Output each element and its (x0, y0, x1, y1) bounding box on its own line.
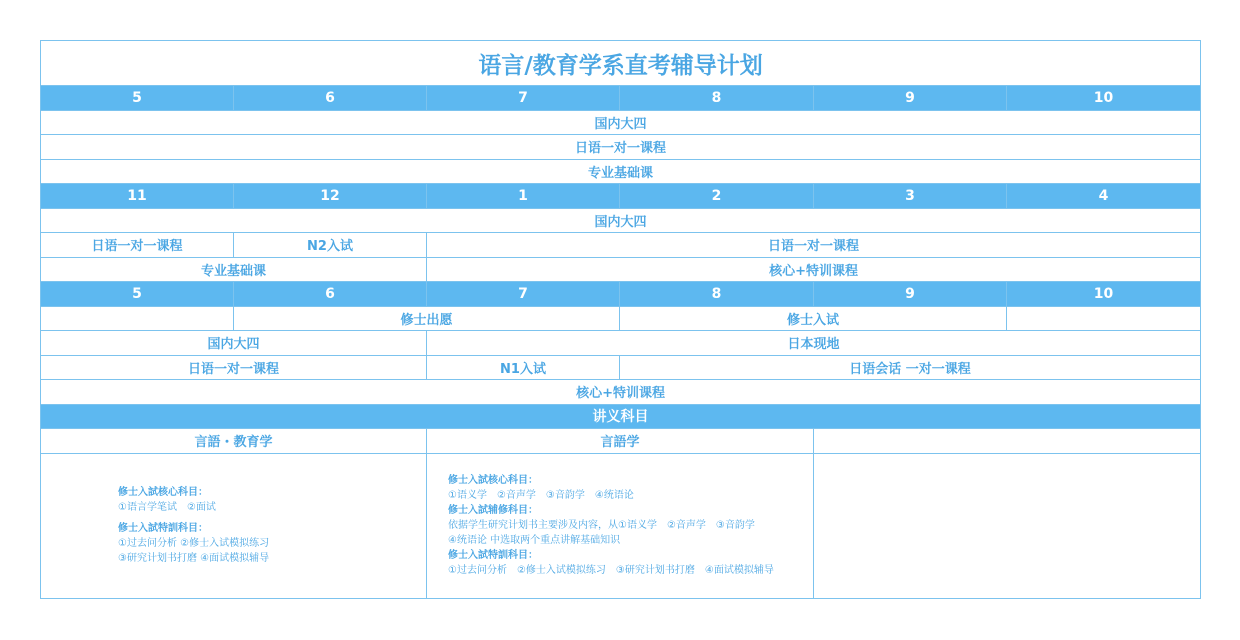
lecture-col2-title: 言語学 (427, 429, 814, 454)
month-cell: 10 (1007, 282, 1201, 307)
detail-block (41, 485, 426, 566)
month-row-3 (41, 282, 1201, 307)
month-cell: 1 (427, 184, 620, 209)
plan-row (41, 306, 1201, 331)
month-cell: 7 (427, 282, 620, 307)
lecture-detail-row (41, 453, 1201, 598)
training-subjects-line: ③研究计划书打磨 ④面试模拟辅导 (118, 553, 270, 564)
month-cell: 6 (234, 86, 427, 111)
status-cell: 国内大四 (41, 208, 1201, 233)
course-cell: 日语一对一课程 (41, 233, 234, 258)
month-cell: 5 (41, 86, 234, 111)
training-subjects-line: ①过去问分析 ②修士入试模拟练习 (118, 538, 270, 549)
lecture-col2-detail (427, 453, 814, 598)
month-cell: 8 (620, 86, 814, 111)
entrance-cell: 修士入试 (620, 306, 1007, 331)
lecture-header: 讲义科目 (41, 404, 1201, 429)
month-cell: 4 (1007, 184, 1201, 209)
lecture-col3-title (814, 429, 1201, 454)
study-plan-table (40, 40, 1201, 599)
month-row-1 (41, 86, 1201, 111)
lecture-header-row (41, 404, 1201, 429)
plan-row (41, 135, 1201, 160)
core-subjects-title: 修士入試核心科目： (448, 475, 538, 486)
month-cell: 6 (234, 282, 427, 307)
plan-row (41, 257, 1201, 282)
plan-row (41, 380, 1201, 405)
title-row (41, 41, 1201, 86)
aux-subjects-title: 修士入試辅修科目： (448, 505, 538, 516)
month-cell: 9 (814, 282, 1007, 307)
lecture-col1-detail (41, 453, 427, 598)
training-subjects-title: 修士入試特訓科目： (118, 523, 208, 534)
core-subjects-items: ①语言学笔试 ②面试 (118, 502, 216, 513)
plan-row (41, 233, 1201, 258)
plan-row (41, 355, 1201, 380)
exam-cell: N2入试 (234, 233, 427, 258)
month-cell: 3 (814, 184, 1007, 209)
lecture-col3-detail (814, 453, 1201, 598)
status-cell: 国内大四 (41, 331, 427, 356)
core-cell: 核心+特训课程 (41, 380, 1201, 405)
month-cell: 8 (620, 282, 814, 307)
plan-row (41, 208, 1201, 233)
status-cell: 国内大四 (41, 110, 1201, 135)
major-cell: 专业基础课 (41, 159, 1201, 184)
course-cell: 日语一对一课程 (427, 233, 1201, 258)
empty-cell (1007, 306, 1201, 331)
month-cell: 10 (1007, 86, 1201, 111)
major-cell: 专业基础课 (41, 257, 427, 282)
detail-block (427, 473, 813, 578)
aux-subjects-line: ④统语论 中选取两个重点讲解基础知识 (448, 535, 621, 546)
empty-cell (41, 306, 234, 331)
month-cell: 11 (41, 184, 234, 209)
plan-row (41, 331, 1201, 356)
conversation-cell: 日语会话 一对一课程 (620, 355, 1201, 380)
lecture-col1-title: 言語・教育学 (41, 429, 427, 454)
course-cell: 日语一对一课程 (41, 355, 427, 380)
month-cell: 9 (814, 86, 1007, 111)
core-cell: 核心+特训课程 (427, 257, 1201, 282)
training-subjects-items: ①过去问分析 ②修士入试模拟练习 ③研究计划书打磨 ④面试模拟辅导 (448, 565, 774, 576)
lecture-title-row (41, 429, 1201, 454)
training-subjects-title: 修士入試特訓科目： (448, 550, 538, 561)
month-cell: 5 (41, 282, 234, 307)
page-title: 语言/教育学系直考辅导计划 (41, 41, 1201, 86)
month-cell: 12 (234, 184, 427, 209)
core-subjects-items: ①语义学 ②音声学 ③音韵学 ④统语论 (448, 490, 634, 501)
course-cell: 日语一对一课程 (41, 135, 1201, 160)
month-row-2 (41, 184, 1201, 209)
aux-subjects-line: 依据学生研究计划书主要涉及内容，从①语义学 ②音声学 ③音韵学 (448, 520, 755, 531)
plan-row (41, 159, 1201, 184)
status-cell: 日本现地 (427, 331, 1201, 356)
apply-cell: 修士出愿 (234, 306, 620, 331)
plan-row (41, 110, 1201, 135)
month-cell: 7 (427, 86, 620, 111)
core-subjects-title: 修士入試核心科目： (118, 487, 208, 498)
month-cell: 2 (620, 184, 814, 209)
exam-cell: N1入试 (427, 355, 620, 380)
